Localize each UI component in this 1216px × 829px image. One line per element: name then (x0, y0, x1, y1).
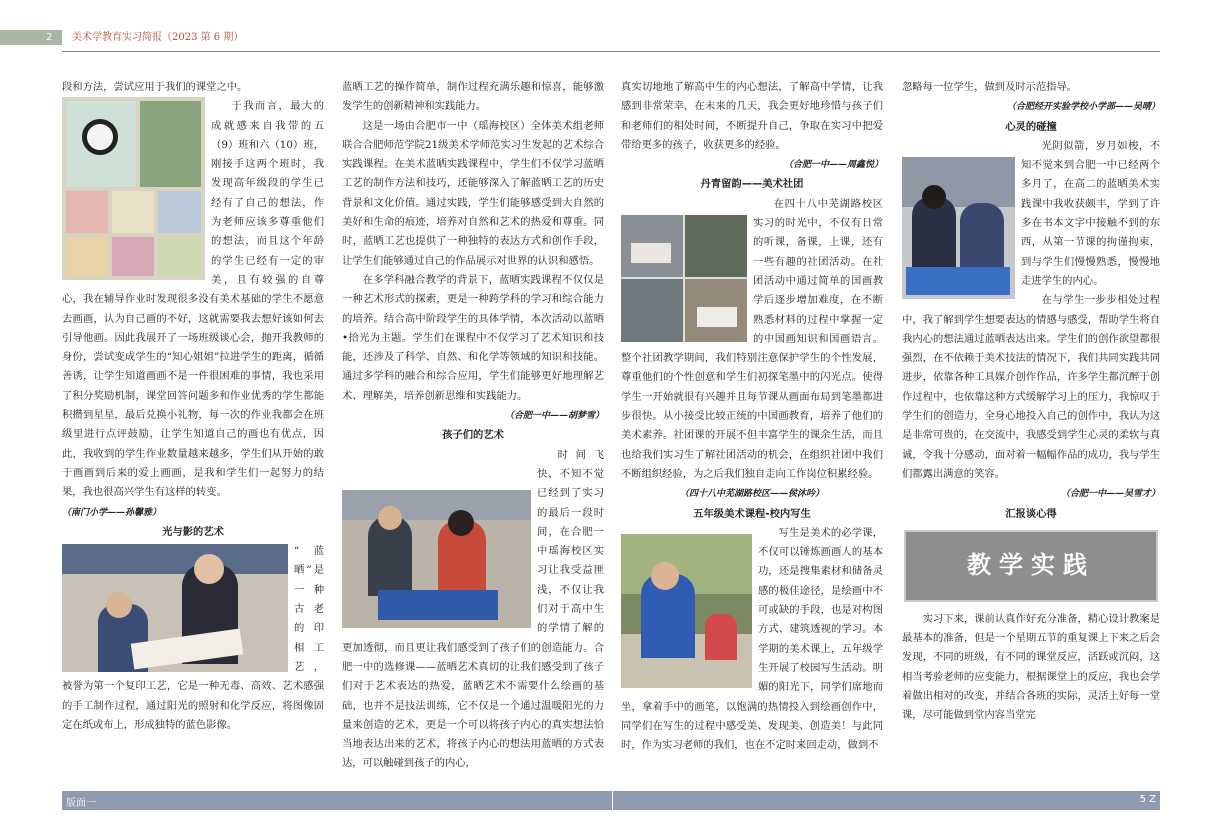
footer-bar (62, 791, 1160, 810)
author-signature: （合肥一中——周鑫悦） (783, 160, 883, 171)
outdoor-sketching-photo (621, 534, 752, 688)
cyanotype-class-photo (62, 544, 288, 672)
section-title: 汇报谈心得 (1005, 507, 1057, 520)
teaching-practice-banner: 教学实践 (904, 530, 1158, 602)
paragraph: 写生是美术的必学课，不仅可以锤炼画画人的基本功，还是搜集素材和储备灵感的极佳途径，是绘画中不可或缺的手段，也是对构图方式、建筑透视的学习。本学期的美术课上，五年级学生开展了校园写生活动。明媚的阳光下，同学们席地而坐，拿着手中的画笔，以饱满的热情投入到绘画创作中，同学们在写生的过程中感受美、发现美、创造美！与此同时，作为实习老师的我们，也在不定时来回走动，做到不 (621, 526, 883, 752)
column-1 (62, 78, 324, 735)
students-painting-photo (342, 490, 531, 628)
page-number: 2 (0, 30, 62, 45)
paragraph: 于我而言，最大的成就感来自我带的五（9）班和六（10）班，刚接手这两个班时，我发现高年级段的学生已经有了自己的想法，作为老师应该多尊重他们的想法，而且这个年龄的学生已经有一定的审美，且有较强的自尊心，我在辅导作业时发现很多没有美术基础的学生不愿意去画画，认为自己画的不好，这就需要我去想好该如何去引导他画。因此我展开了一场班级谈心会，抛开我教师的身份，尝试变成学生的“知心姐姐”拉进学生的距离，循循善诱，让学生知道画画不是一件很困难的事情，我也采用了积分奖励机制，课堂回答问题多和作业优秀的学生都能积攒到星星，最后兑换小礼物，每一次的作业我都会在班级里进行点评鼓励，让学生知道自己的画也有优点，因此，我收到的学生作业数量越来越多，学生们从开始的敢于画画到后来的爱上画画，是我和学生们一起努力的结果，我也很高兴学生有这样的转变。 (62, 100, 324, 499)
footer-page-mark: 5 Z (1139, 794, 1156, 805)
art-club-photo-grid (621, 215, 747, 342)
column-4 (902, 78, 1160, 726)
section-title: 心灵的碰撞 (1005, 120, 1057, 133)
paragraph: 段和方法，尝试应用于我们的课堂之中。 (62, 81, 248, 93)
student-artwork-photo (62, 97, 205, 280)
footer-section-label: 版面一 (66, 798, 96, 809)
newsletter-title: 美术学教育实习简报（2023 第 6 期） (72, 32, 244, 43)
paragraph: 这是一场由合肥市一中（瑶海校区）全体美术组老师联合合肥师范学院21级美术学师范实习生发起的艺术综合实践课程。在美术蓝晒实践课程中，学生们不仅学习蓝晒工艺的制作方法和技巧，还能够深入了解蓝晒工艺的历史背景和文化价值。通过实践，学生们能够感受到大自然的美好和生命的痕迹，培养对自然和艺术的热爱和尊重。同时，蓝晒工艺也提供了一种独特的表达方式和创作手段，让学生们能够通过自己的作品展示对世界的认识和感悟。 (342, 119, 604, 267)
paragraph: 忽略每一位学生，做到及时示范指导。 (902, 81, 1078, 93)
paragraph: 在多学科融合教学的背景下，蓝晒实践课程不仅仅是一种艺术形式的探索，更是一种跨学科的学习和综合能力的培养。结合高中阶段学生的具体学情，本次活动以蓝晒•拾光为主题。学生们在课程中不仅学习了艺术知识和技能，还涉及了科学、自然、和化学等领域的知识和技能。通过多学科的融合和综合应用，学生们能够更好地理解艺术、理解美，培养创新思维和实践能力。 (342, 273, 604, 402)
paragraph: 真实切地地了解高中生的内心想法，了解高中学情，让我感到非常荣幸，在未来的几天，我会更好地珍惜与孩子们和老师们的相处时间，不断提升自己，争取在实习中把爱带给更多的孩子，收获更多的经验。 (621, 81, 883, 151)
paragraph: 实习下来，课前认真作好充分准备，精心设计教案是最基本的准备，但是一个星期五节的重复课上下来之后会发现，不同的班级，有不同的课堂反应，活跃或沉闷，这相当考验老师的应变能力，根据课堂上的反应，我也会学着做出相对的改变，并结合各班的实际，灵活上好每一堂课，尽可能做到堂内容当堂完 (902, 612, 1160, 722)
cyanotype-workshop-photo (902, 157, 1015, 299)
author-signature: （合肥经开实验学校小学部——吴晴） (1006, 102, 1160, 113)
paragraph: 时间飞快，不知不觉已经到了实习的最后一段时间，在合肥一中瑶海校区实习让我受益匪浅，不仅让我们对于高中生的学情了解的更加透彻，而且更让我们感受到了孩子们的创造能力。合肥一中的选修课——蓝晒艺术真切的让我们感受到了孩子们对于艺术表达的热爱，蓝晒艺术不需要什么绘画的基础，也并不是技法训练，它不仅是一个通过温暖阳光的力量来创造的艺术，更是一个可以将孩子内心的真实想法恰当地表达出来的艺术，将孩子内心的想法用蓝晒的方式表达，可以触碰到孩子的内心， (342, 448, 604, 770)
footer-divider (612, 791, 613, 810)
section-title: 五年级美术课程-校内写生 (693, 507, 811, 520)
paragraph: 蓝晒工艺的操作简单，制作过程充满乐趣和惊喜，能够激发学生的创新精神和实践能力。 (342, 81, 604, 113)
author-signature: （南门小学——孙馨雅） (62, 507, 162, 518)
column-3 (621, 78, 883, 755)
paragraph: 在四十八中芜湖路校区实习的时光中，不仅有日常的听课，备课，上课，还有一些有趣的社团活动。在社团活动中通过简单的国画教学后逐步增加难度，在不断熟悉材料的过程中掌握一定的中国画知识和国画语言。整个社团教学期间，我们特别注意保护学生的个性发展，尊重他们的个性创意和学生们初探笔墨中的闪光点。使得学生一开始就很有兴趣并且每节课从画面布局到笔墨都进步很快。从小接受比较正统的中国画教育，培养了他们的美术素养。社团课的开展不但丰富学生的课余生活，而且也给我们实习生了解社团活动的机会，在组织社团中我们不断组织经验，为之后我们独自走向工作岗位积累经验。 (621, 197, 883, 480)
paragraph-continued: “蓝晒”是一种古老的印相工艺，被誉为第一个复印工艺，它是一种无毒、高效、艺术感强的手工制作过程，通过阳光的照射和化学反应，将图像固定在纸或布上，形成独特的蓝色影像。 (62, 545, 324, 731)
author-signature: （合肥一中——吴雪才） (1060, 489, 1160, 500)
author-signature: （四十八中芜湖路校区——侯沐吟） (679, 489, 824, 500)
section-title: 光与影的艺术 (162, 525, 224, 538)
paragraph: 在与学生一步步相处过程中，我了解到学生想要表达的情感与感受，帮助学生将自我内心的想法通过蓝晒表达出来。学生们的创作欲望都很强烈，在不依赖于美术技法的情况下，我们共同实践共同进步，依靠各种工具媒介创作作品，许多学生都沉醉于创作过程中，也依靠这种方式缓解学习上的压力，我惊叹于学生们的创造力，全身心地投入自己的创作中，我认为这是非常可贵的，在交流中，我感受到学生心灵的柔软与真诚，令我十分感动，面对着一幅幅作品的成功，我与学生们都露出满意的笑容。 (902, 294, 1160, 480)
column-2 (342, 78, 604, 774)
author-signature: （合肥一中——胡梦雪） (504, 411, 604, 422)
header-divider (62, 51, 1160, 52)
section-title: 孩子们的艺术 (442, 429, 504, 442)
paragraph: 光阴似箭，岁月如梭，不知不觉来到合肥一中已经两个多月了，在高二的蓝晒美术实践课中我收获颇丰，学到了许多在书本文字中接触不到的东西，从第一节课的拘谨拘束，到与学生们慢慢熟悉，慢慢地走进学生的内心。 (1021, 139, 1160, 287)
section-title: 丹青留韵——美术社团 (700, 178, 804, 191)
